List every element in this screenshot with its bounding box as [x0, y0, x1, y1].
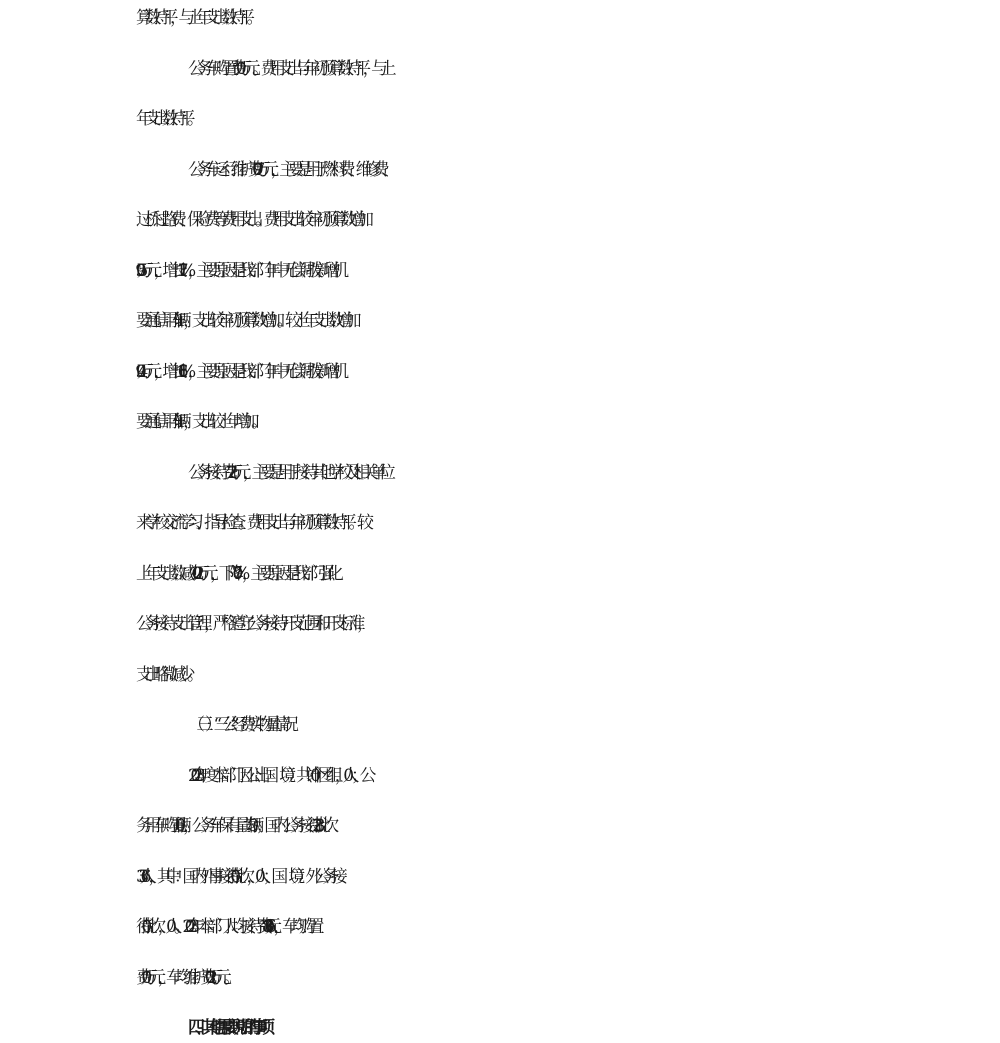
paragraph-line: 要通信用车 1 辆，支出较上年增加。 [136, 412, 260, 432]
paragraph-line: 公务接待支出管理，严格遵守公务接待开支范围和开支标准， [136, 614, 366, 634]
paragraph-line: 支出略微减少。 [136, 665, 196, 685]
paragraph-line: 年支出数持平。 [136, 109, 196, 129]
section-heading: 四、其他需要说明的事项 [188, 1018, 265, 1038]
paragraph-line: 上年支出数减少 0.02 万元，下降 0.7%，主要原因是我部门强化 [136, 564, 336, 584]
paragraph-line: 来学校交流学习、指导检查。费用支出与年初预算数持平。较 [136, 513, 366, 533]
paragraph-line: 0.94 万元，增长 11.6%，主要原因是我部门年中无偿调拨新增机 [136, 362, 341, 382]
paragraph-line: 费 0 万元，车均维护费 3.02 万元。 [136, 968, 232, 988]
paragraph-line: 算数持平，与上年支出数持平。 [136, 8, 255, 28]
paragraph-line: 公务车购置费 0 万元。费用支出与年初预算数持平，与上 [188, 59, 389, 79]
paragraph-line: 公务车运行维护费 9.07 万元，主要是用于燃料费、维修费、 [188, 160, 390, 180]
paragraph-line: 务用车购置 0 辆，公务车保有量为 3 辆；国内公务接待 28 批次 [136, 816, 331, 836]
paragraph-line: 公务接待费 2.7 万元，主要是用于接待其他学校及相关单位 [188, 463, 388, 483]
paragraph-line: 过桥过路费、保险费等费用支出。费用支出较年初预算数增加 [136, 210, 366, 230]
paragraph-line: 336 人，其中：国内外事接待 0 批次，0 人；国（境）外公务接 [136, 867, 340, 887]
paragraph-line: 要通信用车 1 辆，支出较年初预算数增加。较上年支出数增加 [136, 311, 354, 331]
paragraph-line: 0.95 万元，增长 11.7%，主要原因是我部门年中无偿调拨新增机 [136, 261, 341, 281]
paragraph-line: 待 0 批次，0 人。2023 年本部门人均接待费 80.36 元，车均购置 [136, 917, 316, 937]
paragraph-line: 2023 年度本部门因公出国（境）共计 0 个团组，0 人；公 [188, 766, 369, 786]
subsection-heading: （三）“三公”经费实物量情况 [188, 715, 291, 735]
